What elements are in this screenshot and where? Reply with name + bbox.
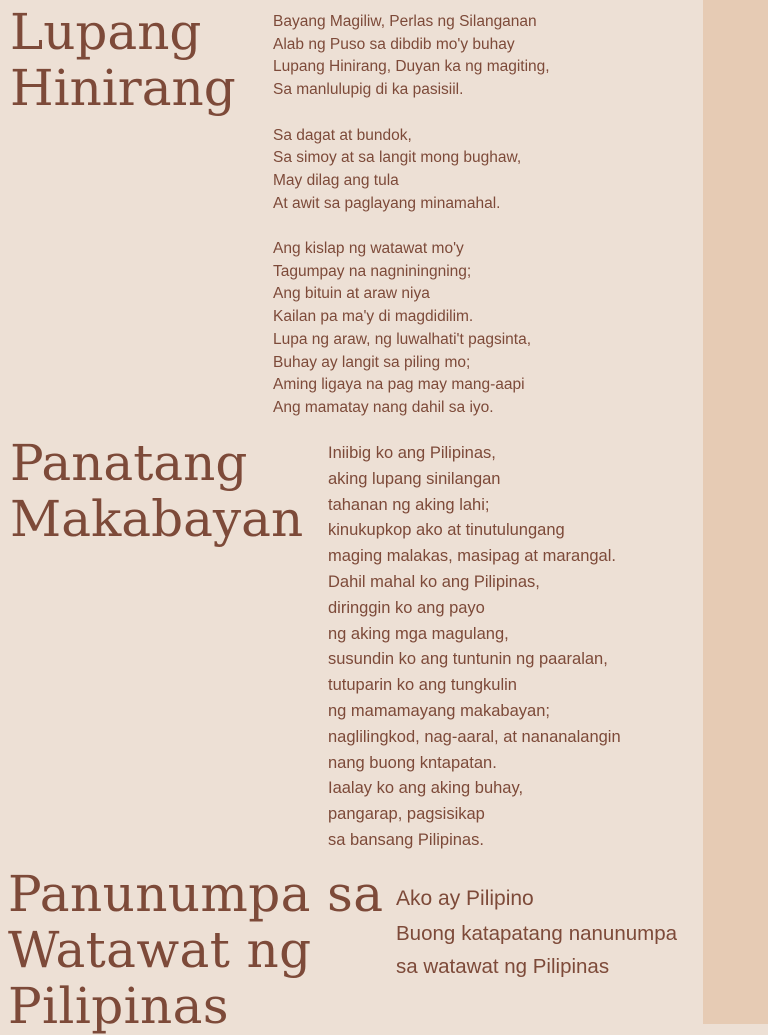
lyric-line: Tagumpay na nagniningning; [273, 262, 472, 280]
lyric-line: Aming ligaya na pag may mang-aapi [273, 376, 525, 394]
title-line: Lupang [10, 3, 202, 61]
lyric-line: Lupang Hinirang, Duyan ka ng magiting, [273, 58, 550, 76]
pledge-line: ng mamamayang makabayan; [328, 701, 550, 720]
lyric-line: Alab ng Puso sa dibdib mo'y buhay [273, 35, 515, 53]
panatang-makabayan-title [10, 435, 303, 547]
lyric-line: Ang bituin at araw niya [273, 285, 430, 303]
title-line: Panunumpa sa [8, 865, 384, 923]
panatang-makabayan-text [328, 441, 621, 854]
lyric-line: May dilag ang tula [273, 171, 399, 189]
title-line: Makabayan [10, 490, 304, 548]
pledge-line: diringgin ko ang payo [328, 598, 485, 617]
pledge-line: sa bansang Pilipinas. [328, 830, 484, 849]
stanza-gap [273, 102, 550, 125]
pledge-line: nang buong kntapatan. [328, 753, 497, 772]
oath-intro: Ako ay Pilipino [396, 887, 534, 910]
title-line: Pilipinas [8, 977, 229, 1035]
pledge-line: naglilingkod, nag-aaral, at nananalangin [328, 727, 621, 746]
lyric-line: At awit sa paglayang minamahal. [273, 194, 501, 212]
lyric-line: Sa simoy at sa langit mong bughaw, [273, 149, 522, 167]
panunumpa-sa-watawat-title [8, 866, 383, 1034]
title-line: Watawat ng [8, 921, 312, 979]
title-line: Hinirang [10, 59, 236, 117]
pledge-line: Dahil mahal ko ang Pilipinas, [328, 572, 540, 591]
pledge-line: susundin ko ang tuntunin ng paaralan, [328, 650, 608, 669]
oath-body: Buong katapatang nanunumpa sa watawat ng Pilipinas [396, 922, 677, 979]
pledge-line: Iniibig ko ang Pilipinas, [328, 444, 496, 462]
lupang-hinirang-lyrics [273, 11, 550, 420]
pledge-line: pangarap, pagsisikap [328, 805, 485, 824]
pledge-line: Iaalay ko ang aking buhay, [328, 779, 524, 798]
pledge-line: aking lupang sinilangan [328, 469, 501, 488]
lyric-line: Ang kislap ng watawat mo'y [273, 240, 464, 257]
lyric-line: Lupa ng araw, ng luwalhati't pagsinta, [273, 330, 532, 348]
pledge-line: kinukupkop ako at tinutulungang [328, 521, 565, 540]
lyric-line: Buhay ay langit sa piling mo; [273, 353, 471, 371]
lyric-line: Bayang Magiliw, Perlas ng Silanganan [273, 13, 537, 30]
pledge-line: tahanan ng aking lahi; [328, 495, 490, 514]
lyric-line: Kailan pa ma'y di magdidilim. [273, 308, 474, 326]
stanza-gap [273, 215, 550, 238]
lyric-line: Sa dagat at bundok, [273, 126, 412, 144]
pledge-line: maging malakas, masipag at marangal. [328, 547, 616, 566]
pledge-line: ng aking mga magulang, [328, 624, 509, 643]
title-line: Panatang [10, 434, 248, 492]
lupang-hinirang-title [10, 4, 236, 116]
pledge-line: tutuparin ko ang tungkulin [328, 676, 517, 695]
lyric-line: Sa manlulupig di ka pasisiil. [273, 81, 464, 99]
lyric-line: Ang mamatay nang dahil sa iyo. [273, 398, 494, 416]
right-edge-band [703, 0, 768, 1024]
